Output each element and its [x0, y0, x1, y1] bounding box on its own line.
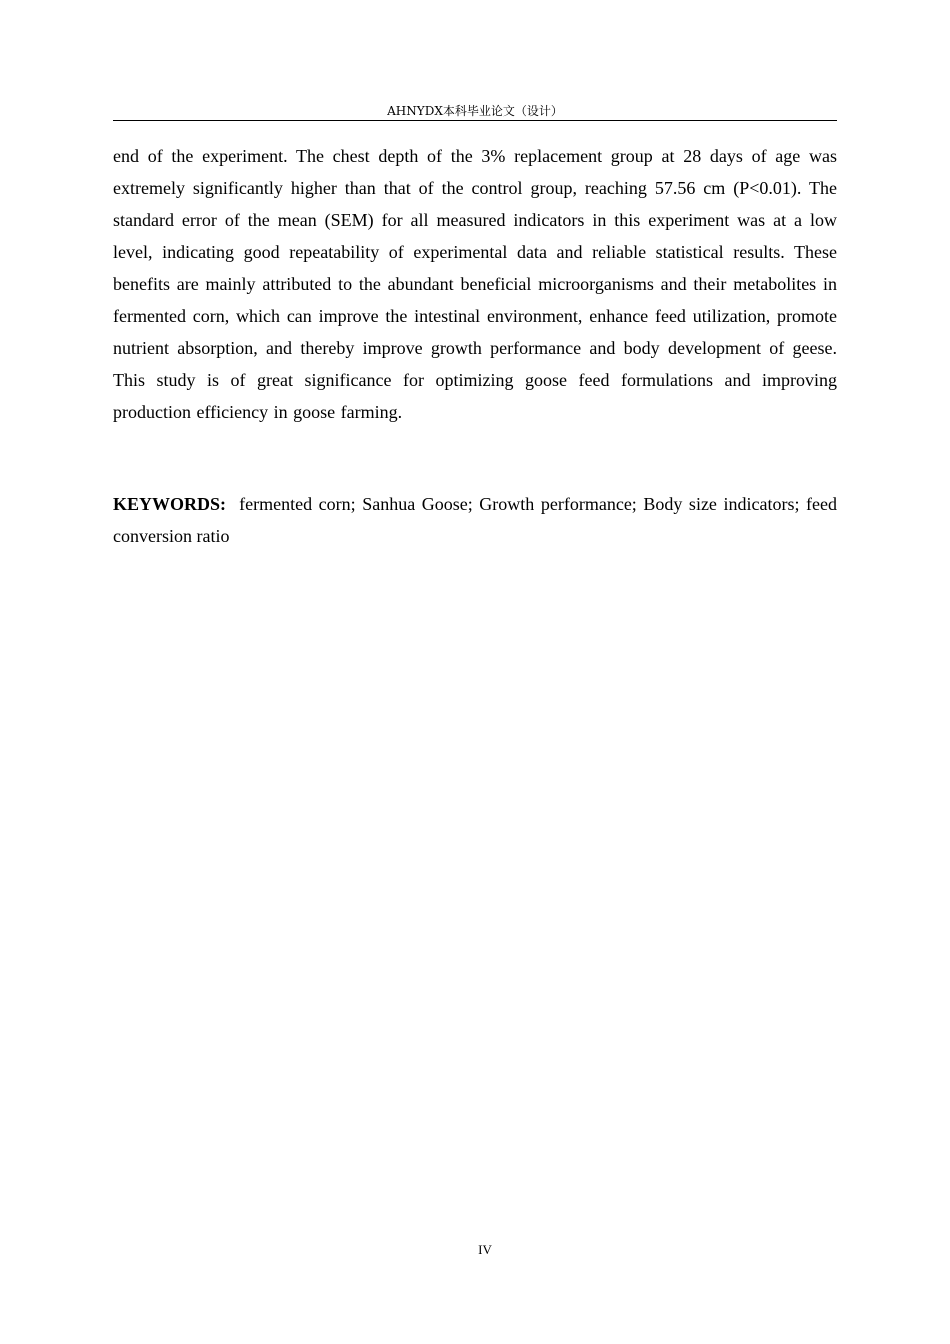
- keywords-label: KEYWORDS:: [113, 494, 227, 514]
- page-number: IV: [478, 1242, 492, 1257]
- page-header: [113, 104, 837, 121]
- keywords-line: [113, 488, 837, 552]
- header-title: AHNYDX本科毕业论文（设计）: [387, 104, 563, 118]
- keywords-text: fermented corn; Sanhua Goose; Growth performance; Body size indicators; feed conversion ratio: [113, 494, 837, 546]
- abstract-paragraph: end of the experiment. The chest depth of the 3% replacement group at 28 days of age was extremely significantly higher than that of the control group, reaching 57.56 cm (P<0.01). The standard error of the mean (SEM) for all measured indicators in this experiment was at a low level, indicating good repeatability of experimental data and reliable statistical results. These benefits are mainly attributed to the abundant beneficial microorganisms and their metabolites in fermented corn, which can improve the intestinal environment, enhance feed utilization, promote nutrient absorption, and thereby improve growth performance and body development of geese. This study is of great significance for optimizing goose feed formulations and improving production efficiency in goose farming.: [113, 146, 837, 422]
